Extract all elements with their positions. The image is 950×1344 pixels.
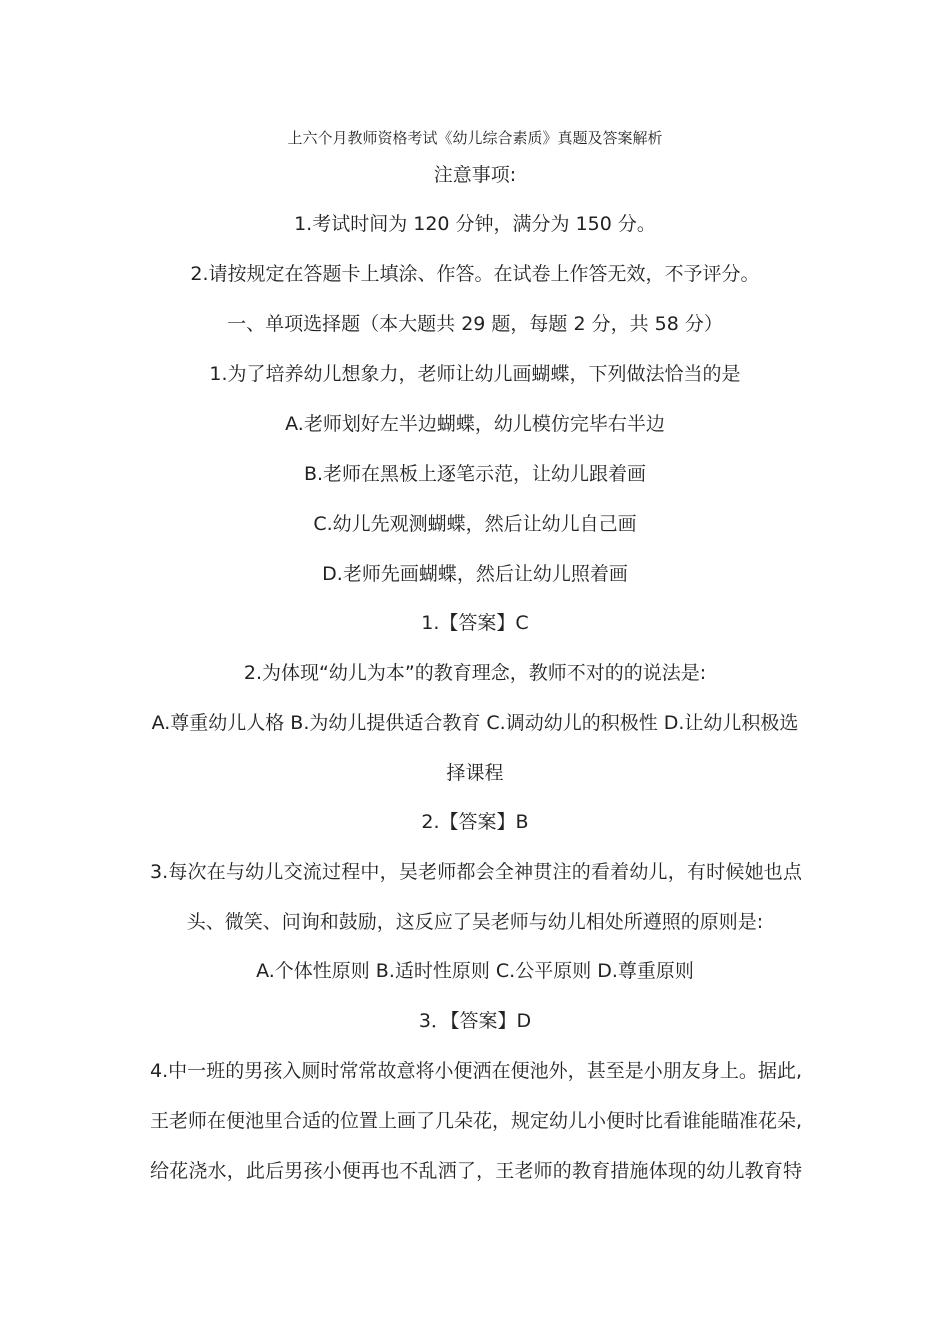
question-1-stem: 1.为了培养幼儿想象力，老师让幼儿画蝴蝶，下列做法恰当的是 bbox=[209, 363, 741, 385]
notice-item-2: 2.请按规定在答题卡上填涂、作答。在试卷上作答无效，不予评分。 bbox=[190, 263, 760, 285]
document-title: 上六个月教师资格考试《幼儿综合素质》真题及答案解析 bbox=[287, 129, 663, 147]
question-1-option-a: A.老师划好左半边蝴蝶，幼儿模仿完毕右半边 bbox=[285, 413, 665, 435]
question-3-stem: 3.每次在与幼儿交流过程中，吴老师都会全神贯注的看着幼儿，有时候她也点 bbox=[150, 861, 802, 883]
question-2-stem: 2.为体现“幼儿为本”的教育理念，教师不对的的说法是: bbox=[243, 662, 707, 684]
question-2-answer: 2.【答案】B bbox=[421, 811, 529, 833]
question-2-options-continued: 择课程 bbox=[446, 762, 504, 784]
question-4-stem: 4.中一班的男孩入厕时常常故意将小便洒在便池外，甚至是小朋友身上。据此, bbox=[150, 1060, 802, 1082]
question-3-stem-continued: 头、微笑、问询和鼓励，这反应了吴老师与幼儿相处所遵照的原则是: bbox=[186, 911, 764, 933]
question-4-stem-continued-2: 给花浇水，此后男孩小便再也不乱洒了，王老师的教育措施体现的幼儿教育特 bbox=[150, 1160, 802, 1182]
question-1-option-b: B.老师在黑板上逐笔示范，让幼儿跟着画 bbox=[303, 463, 647, 485]
notice-heading: 注意事项: bbox=[433, 164, 517, 186]
question-3-answer: 3．【答案】D bbox=[418, 1010, 532, 1032]
section-heading: 一、单项选择题（本大题共 29 题，每题 2 分，共 58 分） bbox=[227, 313, 723, 335]
question-3-options: A.个体性原则 B.适时性原则 C.公平原则 D.尊重原则 bbox=[256, 960, 694, 982]
question-4-stem-continued: 王老师在便池里合适的位置上画了几朵花，规定幼儿小便时比看谁能瞄准花朵, bbox=[150, 1110, 803, 1132]
question-1-option-c: C.幼儿先观测蝴蝶，然后让幼儿自己画 bbox=[313, 513, 637, 535]
question-1-answer: 1.【答案】C bbox=[421, 612, 529, 634]
notice-item-1: 1.考试时间为 120 分钟，满分为 150 分。 bbox=[294, 213, 656, 235]
question-1-option-d: D.老师先画蝴蝶，然后让幼儿照着画 bbox=[322, 563, 628, 585]
question-2-options: A.尊重幼儿人格 B.为幼儿提供适合教育 C.调动幼儿的积极性 D.让幼儿积极选 bbox=[151, 712, 799, 734]
